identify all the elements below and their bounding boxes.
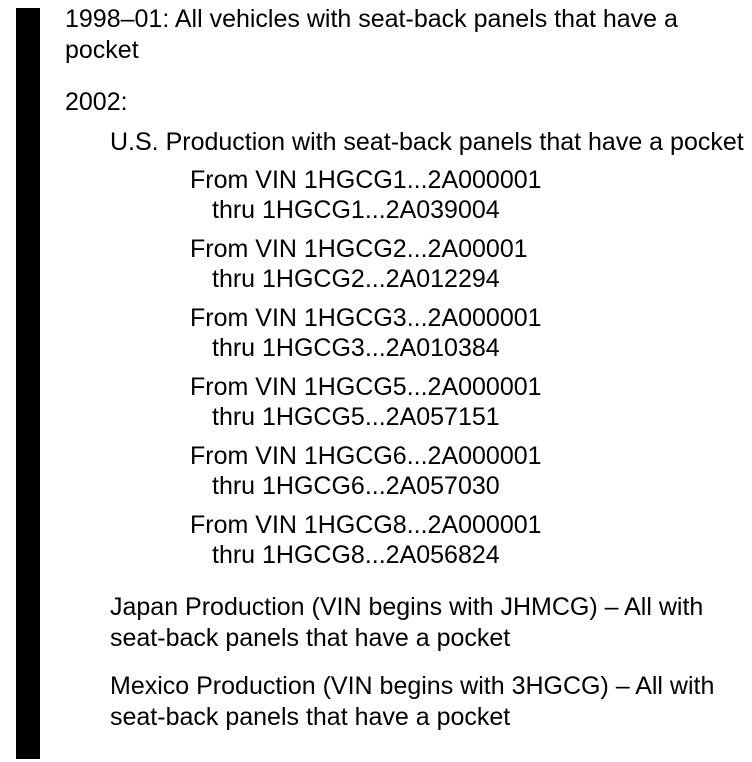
vin-range [190, 303, 745, 363]
vin-thru: thru 1HGCG1...2A039004 [212, 196, 500, 224]
intro-paragraph: 1998–01: All vehicles with seat-back panels that have a pocket [65, 5, 678, 64]
vin-from: From VIN 1HGCG5...2A000001 [190, 373, 542, 401]
mexico-production-paragraph: Mexico Production (VIN begins with 3HGCG) – All with seat-back panels that have a pocket [110, 672, 715, 731]
vin-from: From VIN 1HGCG2...2A00001 [190, 235, 528, 263]
vin-range [190, 441, 745, 501]
vin-range [190, 165, 745, 225]
vin-range [190, 510, 745, 570]
us-production-section [110, 127, 745, 733]
vin-thru: thru 1HGCG3...2A010384 [212, 334, 500, 362]
vin-thru: thru 1HGCG2...2A012294 [212, 265, 500, 293]
vin-range [190, 234, 745, 294]
applicability-list [65, 4, 745, 733]
japan-production-paragraph: Japan Production (VIN begins with JHMCG) – All with seat-back panels that have a pocket [110, 593, 704, 652]
vin-from: From VIN 1HGCG3...2A000001 [190, 304, 542, 332]
vin-range-list [190, 165, 745, 570]
us-production-label: U.S. Production with seat-back panels that have a pocket [110, 128, 744, 156]
year-heading: 2002: [65, 88, 128, 116]
vin-from: From VIN 1HGCG8...2A000001 [190, 511, 542, 539]
vin-thru: thru 1HGCG5...2A057151 [212, 403, 500, 431]
vin-from: From VIN 1HGCG6...2A000001 [190, 442, 542, 470]
vin-range [190, 372, 745, 432]
vin-thru: thru 1HGCG8...2A056824 [212, 541, 500, 569]
vin-thru: thru 1HGCG6...2A057030 [212, 472, 500, 500]
revision-change-bar [16, 8, 40, 759]
vin-from: From VIN 1HGCG1...2A000001 [190, 166, 542, 194]
